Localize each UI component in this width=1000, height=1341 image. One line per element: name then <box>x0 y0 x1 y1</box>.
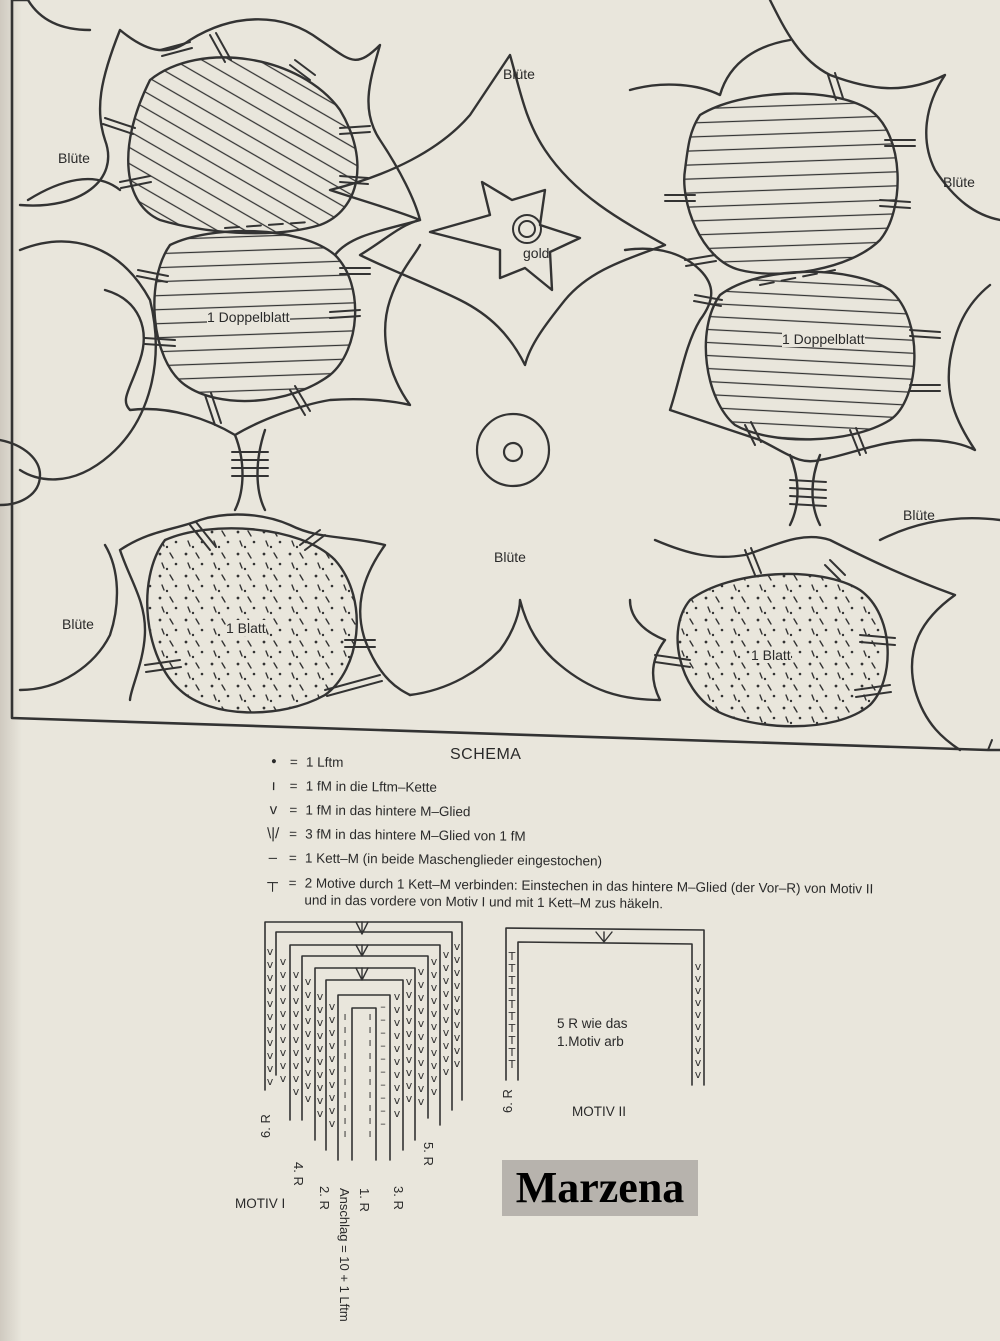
legend-text: 1 fM in das hintere M–Glied <box>305 802 471 820</box>
stitch-symbol: v <box>417 1095 425 1108</box>
stitch-symbol: v <box>316 1081 324 1094</box>
label-bluete-center: Blüte <box>494 549 526 565</box>
stitch-symbol: v <box>292 994 300 1007</box>
stitch-symbol: v <box>292 981 300 994</box>
stitch-symbol: v <box>430 994 438 1007</box>
motiv2-row-label: 6. R <box>500 1089 515 1113</box>
stitch-symbol: v <box>442 961 450 974</box>
stitch-symbol: – <box>380 1104 386 1117</box>
stitch-symbol: – <box>380 1091 386 1104</box>
stitch-symbol: v <box>442 1039 450 1052</box>
stitch-symbol: v <box>328 1039 336 1052</box>
stitch-symbol: v <box>442 1052 450 1065</box>
stitch-symbol: v <box>304 1092 312 1105</box>
stitch-symbol: ı <box>343 1049 347 1062</box>
stitch-symbol: v <box>266 945 274 958</box>
stitch-symbol: v <box>453 1005 461 1018</box>
stitch-symbol: v <box>393 1094 401 1107</box>
stitch-symbol: v <box>430 1072 438 1085</box>
stitch-symbol: v <box>694 1032 702 1045</box>
stitch-symbol: v <box>316 1094 324 1107</box>
stitch-symbol: ı <box>368 1023 372 1036</box>
stitch-symbol: v <box>393 990 401 1003</box>
stitch-symbol: v <box>279 1007 287 1020</box>
stitch-symbol: v <box>417 991 425 1004</box>
stitch-symbol: v <box>292 1046 300 1059</box>
stitch-symbol: v <box>430 981 438 994</box>
stitch-symbol: T <box>508 950 516 963</box>
stitch-symbol: v <box>417 1017 425 1030</box>
stitch-symbol: v <box>405 1092 413 1105</box>
stitch-symbol: v <box>304 1079 312 1092</box>
stitch-symbol: v <box>279 955 287 968</box>
motiv1-row-label-1: 1. R <box>357 1188 372 1212</box>
legend-symbol: v <box>269 801 278 819</box>
stitch-symbol: v <box>393 1068 401 1081</box>
label-doppelblatt-right: 1 Doppelblatt <box>782 331 865 347</box>
motiv1-row-label-6: 6. R <box>258 1114 273 1138</box>
stitch-symbol: v <box>417 1069 425 1082</box>
legend-text: 1 Lftm <box>305 754 344 770</box>
stitch-symbol: v <box>292 1007 300 1020</box>
flower-outline-left <box>20 179 156 479</box>
stitch-symbol: v <box>266 1075 274 1088</box>
stitch-symbol: T <box>508 986 516 999</box>
stitch-symbol: v <box>393 1107 401 1120</box>
stitch-symbol: v <box>393 1055 401 1068</box>
stitch-symbol: v <box>430 968 438 981</box>
stitch-symbol: – <box>380 1026 386 1039</box>
stitch-symbol: ı <box>343 1036 347 1049</box>
stitch-symbol: ı <box>368 1062 372 1075</box>
stitch-symbol: T <box>508 1058 516 1071</box>
stitch-symbol: v <box>417 1004 425 1017</box>
stitch-symbol: ı <box>368 1127 372 1140</box>
label-bluete-right-top: Blüte <box>943 174 975 190</box>
stitch-symbol: – <box>380 1052 386 1065</box>
stitch-symbol: v <box>316 1107 324 1120</box>
center-ring <box>477 414 549 486</box>
stitch-symbol: v <box>393 1003 401 1016</box>
stitch-symbol: v <box>430 1059 438 1072</box>
legend-symbol: – <box>268 849 278 867</box>
stitch-symbol: v <box>453 1018 461 1031</box>
motiv1-stitches <box>267 940 461 1140</box>
stitch-symbol: v <box>279 981 287 994</box>
stitch-symbol: v <box>430 1007 438 1020</box>
stitch-symbol: v <box>430 1033 438 1046</box>
stitch-symbol: ı <box>343 1088 347 1101</box>
stitch-symbol: v <box>279 1059 287 1072</box>
stitch-symbol: ı <box>343 1023 347 1036</box>
stitch-symbol: v <box>694 960 702 973</box>
legend-row: \|/ = 3 fM in das hintere M–Glied von 1 fM <box>257 822 877 852</box>
stitch-symbol: v <box>304 988 312 1001</box>
stitch-symbol: v <box>316 1068 324 1081</box>
stitch-symbol: T <box>508 1034 516 1047</box>
stitch-symbol: T <box>508 962 516 975</box>
stitch-symbol: v <box>393 1042 401 1055</box>
stitch-symbol: v <box>430 955 438 968</box>
stitch-symbol: v <box>430 1020 438 1033</box>
label-blatt-left: 1 Blatt <box>226 620 266 636</box>
stitch-symbol: v <box>453 1031 461 1044</box>
stitch-symbol: v <box>328 1078 336 1091</box>
stitch-symbol: v <box>328 1013 336 1026</box>
leaf-left-upper <box>128 57 357 233</box>
stitch-symbol: v <box>453 940 461 953</box>
stitch-symbol: v <box>453 979 461 992</box>
stitch-symbol: v <box>266 1062 274 1075</box>
motiv1-anschlag: Anschlag = 10 + 1 Lftm <box>337 1188 352 1322</box>
stitch-symbol: v <box>316 990 324 1003</box>
stitch-symbol: v <box>316 1055 324 1068</box>
legend-symbol: \|/ <box>266 825 280 843</box>
gold-star <box>430 182 580 290</box>
legend-row: v = 1 fM in das hintere M–Glied <box>257 798 877 828</box>
stitch-symbol: T <box>508 1010 516 1023</box>
stitch-symbol: v <box>328 1091 336 1104</box>
stitch-symbol: v <box>694 1068 702 1081</box>
stitch-symbol: v <box>453 953 461 966</box>
stitch-symbol: v <box>304 1014 312 1027</box>
stitch-symbol: v <box>694 996 702 1009</box>
motiv2-note-line2: 1.Motiv arb <box>557 1034 624 1049</box>
stitch-symbol: v <box>393 1029 401 1042</box>
stitch-symbol: ı <box>368 1049 372 1062</box>
leaf-right-upper <box>684 94 897 274</box>
stitch-symbol: v <box>316 1016 324 1029</box>
motiv1-row-label-3: 3. R <box>391 1186 406 1210</box>
stitch-symbol: v <box>453 1057 461 1070</box>
stitch-symbol: v <box>442 1065 450 1078</box>
stitch-symbol: v <box>694 972 702 985</box>
legend-row: – = 1 Kett–M (in beide Maschenglieder eingestochen) <box>257 846 877 876</box>
stitch-symbol: v <box>292 1072 300 1085</box>
stitch-symbol: v <box>453 992 461 1005</box>
stitch-symbol: v <box>393 1081 401 1094</box>
motiv1-row-label-2: 2. R <box>317 1186 332 1210</box>
stitch-symbol: – <box>380 1065 386 1078</box>
stitch-symbol: v <box>417 1082 425 1095</box>
legend-text: 1 fM in die Lftm–Kette <box>305 778 438 795</box>
stitch-symbol: ı <box>368 1101 372 1114</box>
stitch-symbol: v <box>292 1085 300 1098</box>
signature-stamp: Marzena <box>502 1160 698 1216</box>
stitch-symbol: v <box>292 968 300 981</box>
legend-text: 2 Motive durch 1 Kett–M verbinden: Einstechen in das hintere M–Glied (der Vor–R) von Motiv II und in das vordere von Motiv I und mit 1 Kett–M zus häkeln. <box>304 875 874 912</box>
label-bluete-right-mid: Blüte <box>903 507 935 523</box>
stitch-symbol: v <box>304 1027 312 1040</box>
stitch-symbol: v <box>304 1053 312 1066</box>
stitch-symbol: v <box>405 1066 413 1079</box>
stitch-symbol: v <box>442 1026 450 1039</box>
stitch-symbol: T <box>508 998 516 1011</box>
legend-row: ┬ = 2 Motive durch 1 Kett–M verbinden: Einstechen in das hintere M–Glied (der Vor–R) von Motiv II und in das vordere von Motiv I und mit 1 Kett–M zus häkeln. <box>256 874 876 914</box>
stitch-symbol: v <box>266 1023 274 1036</box>
label-doppelblatt-left: 1 Doppelblatt <box>207 309 290 325</box>
label-bluete-top-center: Blüte <box>503 66 535 82</box>
legend-row: ı = 1 fM in die Lftm–Kette <box>257 774 877 804</box>
stitch-symbol: v <box>694 1044 702 1057</box>
stitch-symbol: – <box>380 1117 386 1130</box>
stitch-symbol: v <box>442 1013 450 1026</box>
center-top-star <box>330 55 665 365</box>
stitch-symbol: ı <box>343 1101 347 1114</box>
legend-row: • = 1 Lftm <box>258 750 878 780</box>
stitch-symbol: v <box>279 994 287 1007</box>
legend-text: 3 fM in das hintere M–Glied von 1 fM <box>305 826 526 844</box>
schema-title: SCHEMA <box>450 746 522 763</box>
stitch-symbol: T <box>508 1022 516 1035</box>
stitch-symbol: ı <box>368 1036 372 1049</box>
stitch-symbol: v <box>405 975 413 988</box>
stitch-symbol: v <box>266 1010 274 1023</box>
stitch-symbol: v <box>417 978 425 991</box>
motiv1-row-label-4: 4. R <box>291 1162 306 1186</box>
stitch-symbol: v <box>266 997 274 1010</box>
stitch-symbol: v <box>405 1040 413 1053</box>
stitch-symbol: ı <box>368 1010 372 1023</box>
stitch-symbol: v <box>328 1000 336 1013</box>
stitch-symbol: ı <box>343 1010 347 1023</box>
stitch-symbol: v <box>292 1033 300 1046</box>
stitch-symbol: ı <box>343 1114 347 1127</box>
stitch-symbol: v <box>279 1020 287 1033</box>
stitch-symbol: v <box>292 1059 300 1072</box>
label-blatt-right: 1 Blatt <box>751 647 791 663</box>
stitch-symbol: v <box>442 948 450 961</box>
stitch-symbol: v <box>328 1117 336 1130</box>
stitch-symbol: v <box>328 1052 336 1065</box>
label-bluete-left: Blüte <box>58 150 90 166</box>
stitch-symbol: v <box>694 1008 702 1021</box>
stitch-symbol: v <box>417 1056 425 1069</box>
stitch-symbol: v <box>316 1003 324 1016</box>
stitch-symbol: v <box>304 1001 312 1014</box>
stitch-symbol: v <box>430 1046 438 1059</box>
stitch-symbol: v <box>279 1033 287 1046</box>
stitch-symbol: ı <box>368 1088 372 1101</box>
stitch-symbol: v <box>279 968 287 981</box>
stitch-symbol: v <box>694 984 702 997</box>
stitch-symbol: v <box>453 1044 461 1057</box>
stitch-symbol: v <box>266 958 274 971</box>
legend-symbol: • <box>271 753 277 771</box>
legend-symbol: ı <box>271 777 276 795</box>
stitch-symbol: v <box>442 1000 450 1013</box>
stitch-symbol: v <box>405 1079 413 1092</box>
legend-text: 1 Kett–M (in beide Maschenglieder eingestochen) <box>304 850 603 869</box>
stitch-symbol: – <box>380 1000 386 1013</box>
stitch-symbol: v <box>453 966 461 979</box>
motiv2-chart <box>506 928 704 1085</box>
stitch-symbol: v <box>266 1049 274 1062</box>
stitch-symbol: v <box>405 1053 413 1066</box>
stitch-symbol: v <box>405 1027 413 1040</box>
stitch-symbol: v <box>417 1043 425 1056</box>
stitch-symbol: v <box>316 1029 324 1042</box>
label-bluete-left-bottom: Blüte <box>62 616 94 632</box>
leaf-right-lower <box>706 272 915 440</box>
stitch-symbol: v <box>266 984 274 997</box>
stitch-symbol: v <box>266 1036 274 1049</box>
stitch-symbol: v <box>405 988 413 1001</box>
legend-symbol: ┬ <box>267 874 279 892</box>
stitch-symbol: v <box>304 1066 312 1079</box>
stitch-symbol: v <box>442 974 450 987</box>
motiv2-note-line1: 5 R wie das <box>557 1016 628 1031</box>
label-gold: gold <box>523 245 550 261</box>
stitch-symbol: T <box>508 1046 516 1059</box>
stitch-symbol: v <box>279 1046 287 1059</box>
motiv2-note <box>557 1015 628 1051</box>
stitch-symbol: v <box>417 1030 425 1043</box>
stitch-symbol: v <box>405 1014 413 1027</box>
stitch-symbol: v <box>292 1020 300 1033</box>
motiv1-title: MOTIV I <box>235 1196 286 1211</box>
stitch-symbol: v <box>393 1016 401 1029</box>
stitch-symbol: v <box>266 971 274 984</box>
stitch-symbol: ı <box>343 1127 347 1140</box>
stitch-symbol: v <box>328 1065 336 1078</box>
stitch-symbol: v <box>417 965 425 978</box>
stitch-symbol: v <box>694 1020 702 1033</box>
stitch-symbol: – <box>380 1078 386 1091</box>
motiv1-row-label-5: 5. R <box>421 1142 436 1166</box>
stitch-symbol: v <box>430 1085 438 1098</box>
stitch-symbol: v <box>304 1040 312 1053</box>
stitch-symbol: ı <box>343 1075 347 1088</box>
stitch-symbol: v <box>405 1001 413 1014</box>
stitch-symbol: ı <box>368 1114 372 1127</box>
stitch-symbol: v <box>442 987 450 1000</box>
stitch-symbol: v <box>279 1072 287 1085</box>
stitch-symbol: v <box>328 1026 336 1039</box>
stitch-symbol: ı <box>343 1062 347 1075</box>
stitch-symbol: v <box>694 1056 702 1069</box>
stitch-symbol: ı <box>368 1075 372 1088</box>
motiv2-title: MOTIV II <box>572 1104 626 1119</box>
stitch-symbol: – <box>380 1013 386 1026</box>
stitch-symbol: v <box>316 1042 324 1055</box>
legend <box>256 750 878 914</box>
stitch-symbol: T <box>508 974 516 987</box>
stitch-symbol: – <box>380 1039 386 1052</box>
stitch-symbol: v <box>328 1104 336 1117</box>
stitch-symbol: v <box>304 975 312 988</box>
